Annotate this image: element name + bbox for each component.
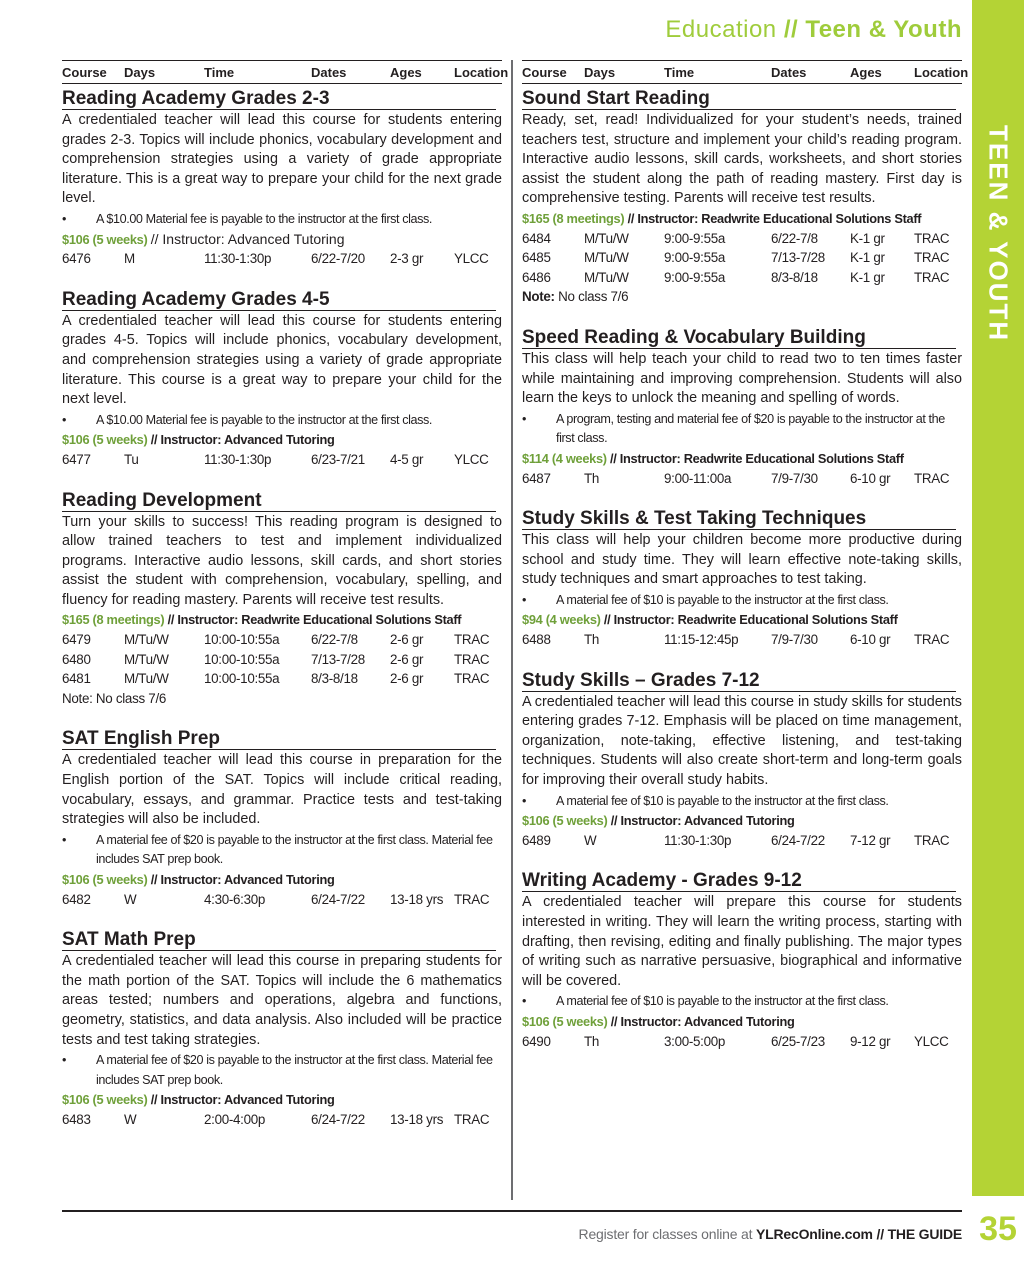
col-days: Days: [584, 65, 616, 80]
section-cell: 2-3 gr: [390, 251, 424, 267]
course-title: Speed Reading & Vocabulary Building: [522, 327, 956, 349]
section-cell: 6-10 gr: [850, 632, 891, 648]
section-cell: 8/3-8/18: [311, 671, 358, 687]
course-instructor: // Instructor: Advanced Tutoring: [150, 432, 335, 448]
price-line: [522, 209, 962, 229]
section-cell: YLCC: [914, 1033, 949, 1049]
section-cell: 2:00-4:00p: [204, 1111, 266, 1127]
section-header: [0, 16, 962, 44]
course-description: A credentialed teacher will lead this course for students entering grades 2-3. Topics will include phonics, vocabulary development and comprehension strategies using a variety of grade appropriate literature. This is a great way to prepare your child for the next grade level.: [62, 112, 502, 207]
section-cell: 9:00-9:55a: [664, 269, 726, 285]
section-cell: 3:00-5:00p: [664, 1033, 726, 1049]
section-cell: 11:30-1:30p: [204, 451, 272, 467]
section-cell: 6485: [522, 250, 551, 266]
section-cell: 9:00-11:00a: [664, 470, 732, 486]
course-description: A credentialed teacher will lead this course in preparation for the English portion of the SAT. Topics will include critical reading, vocabulary, essays, and grammar. Practice tests and test-taking strategies will also be included.: [62, 752, 502, 828]
fee-note-text: A program, testing and material fee of $20 is payable to the instructor at the first class.: [556, 411, 945, 446]
section-cell: Th: [584, 470, 600, 486]
section-cell: 6/24-7/22: [311, 1111, 365, 1127]
course-price: $106 (5 weeks): [62, 432, 148, 448]
course-title: Reading Academy Grades 4-5: [62, 289, 496, 311]
section-row: [522, 268, 962, 288]
footer-site-link[interactable]: YLRecOnline.com: [756, 1226, 873, 1242]
col-time: Time: [664, 65, 695, 80]
header-education: Education: [665, 16, 777, 43]
section-cell: TRAC: [914, 632, 950, 648]
section-cell: 8/3-8/18: [771, 269, 818, 285]
section-cell: 6/25-7/23: [771, 1033, 825, 1049]
course-instructor: // Instructor: Advanced Tutoring: [150, 872, 335, 887]
fee-note-text: A material fee of $10 is payable to the instructor at the first class.: [556, 793, 889, 808]
section-cell: 6481: [62, 671, 91, 687]
course-instructor: // Instructor: Readwrite Educational Solutions Staff: [610, 450, 904, 466]
section-cell: 13-18 yrs: [390, 1111, 444, 1127]
course-description: Turn your skills to success! This reading program is designed to allow trained teachers to test and implement individualized programs. Interactive audio lessons, skill cards, and short stories assist the student with comprehension, vocabulary, spelling, and fluency for reading mastery. Parents will receive test results.: [62, 513, 502, 608]
section-cell: 6489: [522, 832, 551, 848]
section-cell: 6479: [62, 632, 91, 648]
fee-note: [62, 831, 502, 870]
section-cell: 7/9-7/30: [771, 470, 818, 486]
section-cell: 6482: [62, 891, 91, 907]
course-listing: [522, 508, 962, 650]
price-line: [62, 610, 502, 630]
section-cell: K-1 gr: [850, 250, 885, 266]
section-cell: TRAC: [454, 891, 490, 907]
course-price: $106 (5 weeks): [62, 872, 148, 887]
section-cell: 7/13-7/28: [311, 651, 365, 667]
section-cell: W: [124, 891, 137, 907]
fee-note: [522, 792, 962, 812]
price-line: [62, 870, 502, 890]
header-separator: //: [783, 16, 799, 43]
fee-note: [522, 992, 962, 1012]
fee-note: [62, 1051, 502, 1090]
course-listing: [62, 728, 502, 909]
fee-note: [522, 591, 962, 611]
course-listing: [522, 670, 962, 851]
section-cell: TRAC: [454, 651, 490, 667]
price-line: [522, 1012, 962, 1032]
fee-note: [62, 210, 502, 230]
section-cell: 7-12 gr: [850, 832, 891, 848]
section-cell: 2-6 gr: [390, 651, 424, 667]
section-cell: 6486: [522, 269, 551, 285]
fee-note-text: A material fee of $10 is payable to the instructor at the first class.: [556, 994, 889, 1009]
course-price: $106 (5 weeks): [62, 231, 148, 247]
section-cell: W: [584, 832, 597, 848]
course-title: Reading Development: [62, 490, 496, 512]
course-price: $94 (4 weeks): [522, 612, 601, 628]
section-row: [62, 669, 502, 689]
right-course-list: [522, 88, 962, 1051]
section-cell: W: [124, 1111, 137, 1127]
section-cell: Th: [584, 1033, 600, 1049]
col-location: Location: [914, 65, 969, 80]
course-instructor: // Instructor: Advanced Tutoring: [610, 813, 795, 829]
course-listing: [62, 490, 502, 709]
section-cell: M/Tu/W: [124, 651, 169, 667]
fee-note-text: A material fee of $20 is payable to the instructor at the first class. Material fee includes SAT prep book.: [96, 832, 493, 867]
section-cell: 11:15-12:45p: [664, 632, 739, 648]
fee-note: [522, 410, 962, 449]
page-number: 35: [979, 1210, 1017, 1248]
section-cell: 7/9-7/30: [771, 632, 818, 648]
course-listing: [522, 870, 962, 1051]
schedule-note: [62, 689, 502, 709]
course-description: A credentialed teacher will prepare this course for students interested in writing. They will learn the writing process, starting with drafting, then revising, editing and finally publishing. The major types of writing such as narrative persuasive, biographical and informative will be covered.: [522, 894, 962, 989]
section-cell: 4-5 gr: [390, 451, 424, 467]
course-listing: [522, 327, 962, 488]
bullet-icon: •: [62, 412, 67, 427]
section-row: [522, 630, 962, 650]
course-listing: [62, 88, 502, 269]
section-row: [522, 229, 962, 249]
bullet-icon: •: [62, 211, 67, 226]
section-cell: Tu: [124, 451, 139, 467]
section-cell: 6480: [62, 651, 91, 667]
footer-rule: [62, 1210, 962, 1212]
course-instructor: // Instructor: Advanced Tutoring: [610, 1013, 795, 1029]
course-listing: [522, 88, 962, 307]
section-cell: 4:30-6:30p: [204, 891, 266, 907]
section-cell: 2-6 gr: [390, 632, 424, 648]
right-column: [522, 60, 969, 1071]
section-row: [522, 469, 962, 489]
schedule-note-label: Note:: [522, 289, 555, 305]
course-instructor: // Instructor: Readwrite Educational Solutions Staff: [627, 210, 922, 226]
left-column: [62, 60, 509, 1150]
section-cell: M/Tu/W: [584, 230, 629, 246]
section-row: [522, 248, 962, 268]
col-time: Time: [204, 65, 235, 80]
schedule-note-text: No class 7/6: [558, 289, 629, 305]
side-tab-label: TEEN & YOUTH: [983, 125, 1014, 343]
fee-note-text: A $10.00 Material fee is payable to the instructor at the first class.: [96, 211, 433, 226]
section-cell: M/Tu/W: [584, 250, 629, 266]
section-cell: 6/24-7/22: [311, 891, 365, 907]
side-tab: [972, 0, 1024, 1196]
col-course: Course: [522, 65, 567, 80]
section-cell: 6488: [522, 632, 551, 648]
price-line: [522, 811, 962, 831]
section-cell: 9:00-9:55a: [664, 230, 726, 246]
bullet-icon: •: [522, 994, 527, 1009]
course-description: A credentialed teacher will lead this course in study skills for students entering grades 7-12. Emphasis will be placed on time management, organization, note-taking, effective listening, and test-taking techniques. Students will also create short-term and long-term goals for improving their overall study habits.: [522, 693, 962, 789]
course-instructor: // Instructor: Readwrite Educational Solutions Staff: [167, 612, 462, 628]
section-cell: 9-12 gr: [850, 1033, 891, 1049]
section-cell: 7/13-7/28: [771, 250, 825, 266]
fee-note-text: A material fee of $20 is payable to the instructor at the first class. Material fee includes SAT prep book.: [96, 1053, 493, 1087]
section-cell: 6/22-7/8: [771, 230, 818, 246]
course-description: Ready, set, read! Individualized for your student’s needs, trained teachers test, structure and implement your child’s reading program. Interactive audio lessons, skill cards, worksheets, and short stories assist the student along the path of reading mastery. First day is comprehensive testing. Parents will receive test results.: [522, 112, 962, 207]
section-cell: TRAC: [914, 470, 950, 486]
course-title: Sound Start Reading: [522, 88, 956, 110]
course-title: Reading Academy Grades 2-3: [62, 88, 496, 110]
course-title: Study Skills – Grades 7-12: [522, 670, 956, 692]
col-ages: Ages: [850, 65, 882, 80]
course-title: Writing Academy - Grades 9-12: [522, 870, 956, 892]
section-cell: 6/23-7/21: [311, 451, 365, 467]
section-cell: TRAC: [454, 632, 490, 648]
section-cell: TRAC: [454, 671, 490, 687]
section-cell: 6476: [62, 251, 91, 267]
bullet-icon: •: [522, 592, 527, 607]
section-cell: 13-18 yrs: [390, 891, 444, 907]
section-cell: 6/24-7/22: [771, 832, 825, 848]
section-cell: 10:00-10:55a: [204, 651, 280, 667]
course-listing: [62, 289, 502, 470]
section-cell: 2-6 gr: [390, 671, 424, 687]
section-cell: TRAC: [914, 230, 950, 246]
section-cell: 6483: [62, 1111, 91, 1127]
col-location: Location: [454, 65, 509, 80]
course-description: This class will help teach your child to read two to ten times faster while maintaining and improving comprehension. Students will also learn the keys to unlock the meaning and spelling of words.: [522, 350, 962, 407]
bullet-icon: •: [62, 1053, 67, 1068]
section-cell: TRAC: [914, 269, 950, 285]
course-price: $106 (5 weeks): [522, 1013, 608, 1029]
left-course-list: [62, 88, 502, 1130]
course-instructor: // Instructor: Readwrite Educational Solutions Staff: [603, 612, 898, 628]
fee-note-text: A material fee of $10 is payable to the instructor at the first class.: [556, 592, 889, 607]
section-cell: 6484: [522, 230, 551, 246]
section-cell: 6/22-7/20: [311, 251, 365, 267]
section-row: [62, 1110, 502, 1130]
column-headers-right: [522, 60, 969, 84]
section-cell: 10:00-10:55a: [204, 632, 280, 648]
section-cell: 9:00-9:55a: [664, 250, 726, 266]
section-row: [522, 831, 962, 851]
section-row: [62, 650, 502, 670]
col-dates: Dates: [771, 65, 807, 80]
schedule-note-text: Note: No class 7/6: [62, 690, 167, 706]
section-cell: M/Tu/W: [124, 632, 169, 648]
col-days: Days: [124, 65, 156, 80]
course-description: A credentialed teacher will lead this course for students entering grades 4-5. Topics will include phonics, vocabulary development, and comprehension strategies using a variety of grade appropriate literature. This course is a great way to prepare your child for the next level.: [62, 312, 502, 408]
column-headers-left: [62, 60, 509, 84]
section-cell: M/Tu/W: [124, 671, 169, 687]
section-cell: 6/22-7/8: [311, 632, 358, 648]
section-cell: 6477: [62, 451, 91, 467]
section-cell: 6487: [522, 470, 551, 486]
bullet-icon: •: [522, 411, 527, 426]
section-cell: M/Tu/W: [584, 269, 629, 285]
section-row: [62, 890, 502, 910]
fee-note: [62, 411, 502, 431]
fee-note-text: A $10.00 Material fee is payable to the instructor at the first class.: [96, 412, 433, 427]
section-cell: 6-10 gr: [850, 470, 891, 486]
course-price: $165 (8 meetings): [62, 612, 165, 628]
price-line: [62, 430, 502, 450]
price-line: [62, 230, 502, 250]
section-cell: K-1 gr: [850, 230, 885, 246]
footer-guide: // THE GUIDE: [872, 1226, 962, 1242]
column-divider: [511, 60, 513, 1200]
bullet-icon: •: [522, 793, 527, 808]
price-line: [522, 610, 962, 630]
section-cell: YLCC: [454, 451, 489, 467]
price-line: [522, 449, 962, 469]
section-cell: Th: [584, 632, 600, 648]
section-cell: YLCC: [454, 251, 489, 267]
course-title: SAT Math Prep: [62, 929, 496, 951]
section-cell: TRAC: [914, 832, 950, 848]
section-cell: 10:00-10:55a: [204, 671, 280, 687]
section-cell: M: [124, 251, 135, 267]
course-description: A credentialed teacher will lead this course in preparing students for the math portion of the SAT. Topics will include the 6 mathematics areas tested; numbers and operations, algebra and functions, geometry, statistics, and data analysis. Also included will be practice tests and test taking strategies.: [62, 953, 502, 1048]
course-title: Study Skills & Test Taking Techniques: [522, 508, 956, 530]
section-row: [62, 630, 502, 650]
section-cell: TRAC: [454, 1111, 490, 1127]
course-price: $106 (5 weeks): [522, 813, 608, 829]
section-cell: 11:30-1:30p: [204, 251, 272, 267]
course-title: SAT English Prep: [62, 728, 496, 750]
schedule-note: [522, 287, 962, 307]
col-course: Course: [62, 65, 107, 80]
course-price: $165 (8 meetings): [522, 210, 625, 226]
section-cell: K-1 gr: [850, 269, 885, 285]
bullet-icon: •: [62, 832, 67, 847]
course-listing: [62, 929, 502, 1129]
price-line: [62, 1090, 502, 1110]
col-ages: Ages: [390, 65, 422, 80]
course-instructor: // Instructor: Advanced Tutoring: [150, 230, 345, 247]
course-description: This class will help your children become more productive during school and study time. They will learn effective note-taking skills, study techniques and smart approaches to test taking.: [522, 532, 962, 588]
course-price: $106 (5 weeks): [62, 1092, 148, 1108]
section-cell: 6490: [522, 1033, 551, 1049]
section-row: [62, 249, 502, 269]
section-row: [522, 1032, 962, 1052]
section-cell: TRAC: [914, 250, 950, 266]
section-cell: 11:30-1:30p: [664, 832, 732, 848]
section-row: [62, 450, 502, 470]
course-instructor: // Instructor: Advanced Tutoring: [150, 1092, 335, 1108]
footer-text: Register for classes online at: [578, 1226, 756, 1242]
col-dates: Dates: [311, 65, 347, 80]
footer: [0, 1226, 962, 1242]
header-teen-youth: Teen & Youth: [805, 16, 962, 43]
course-price: $114 (4 weeks): [522, 450, 607, 466]
